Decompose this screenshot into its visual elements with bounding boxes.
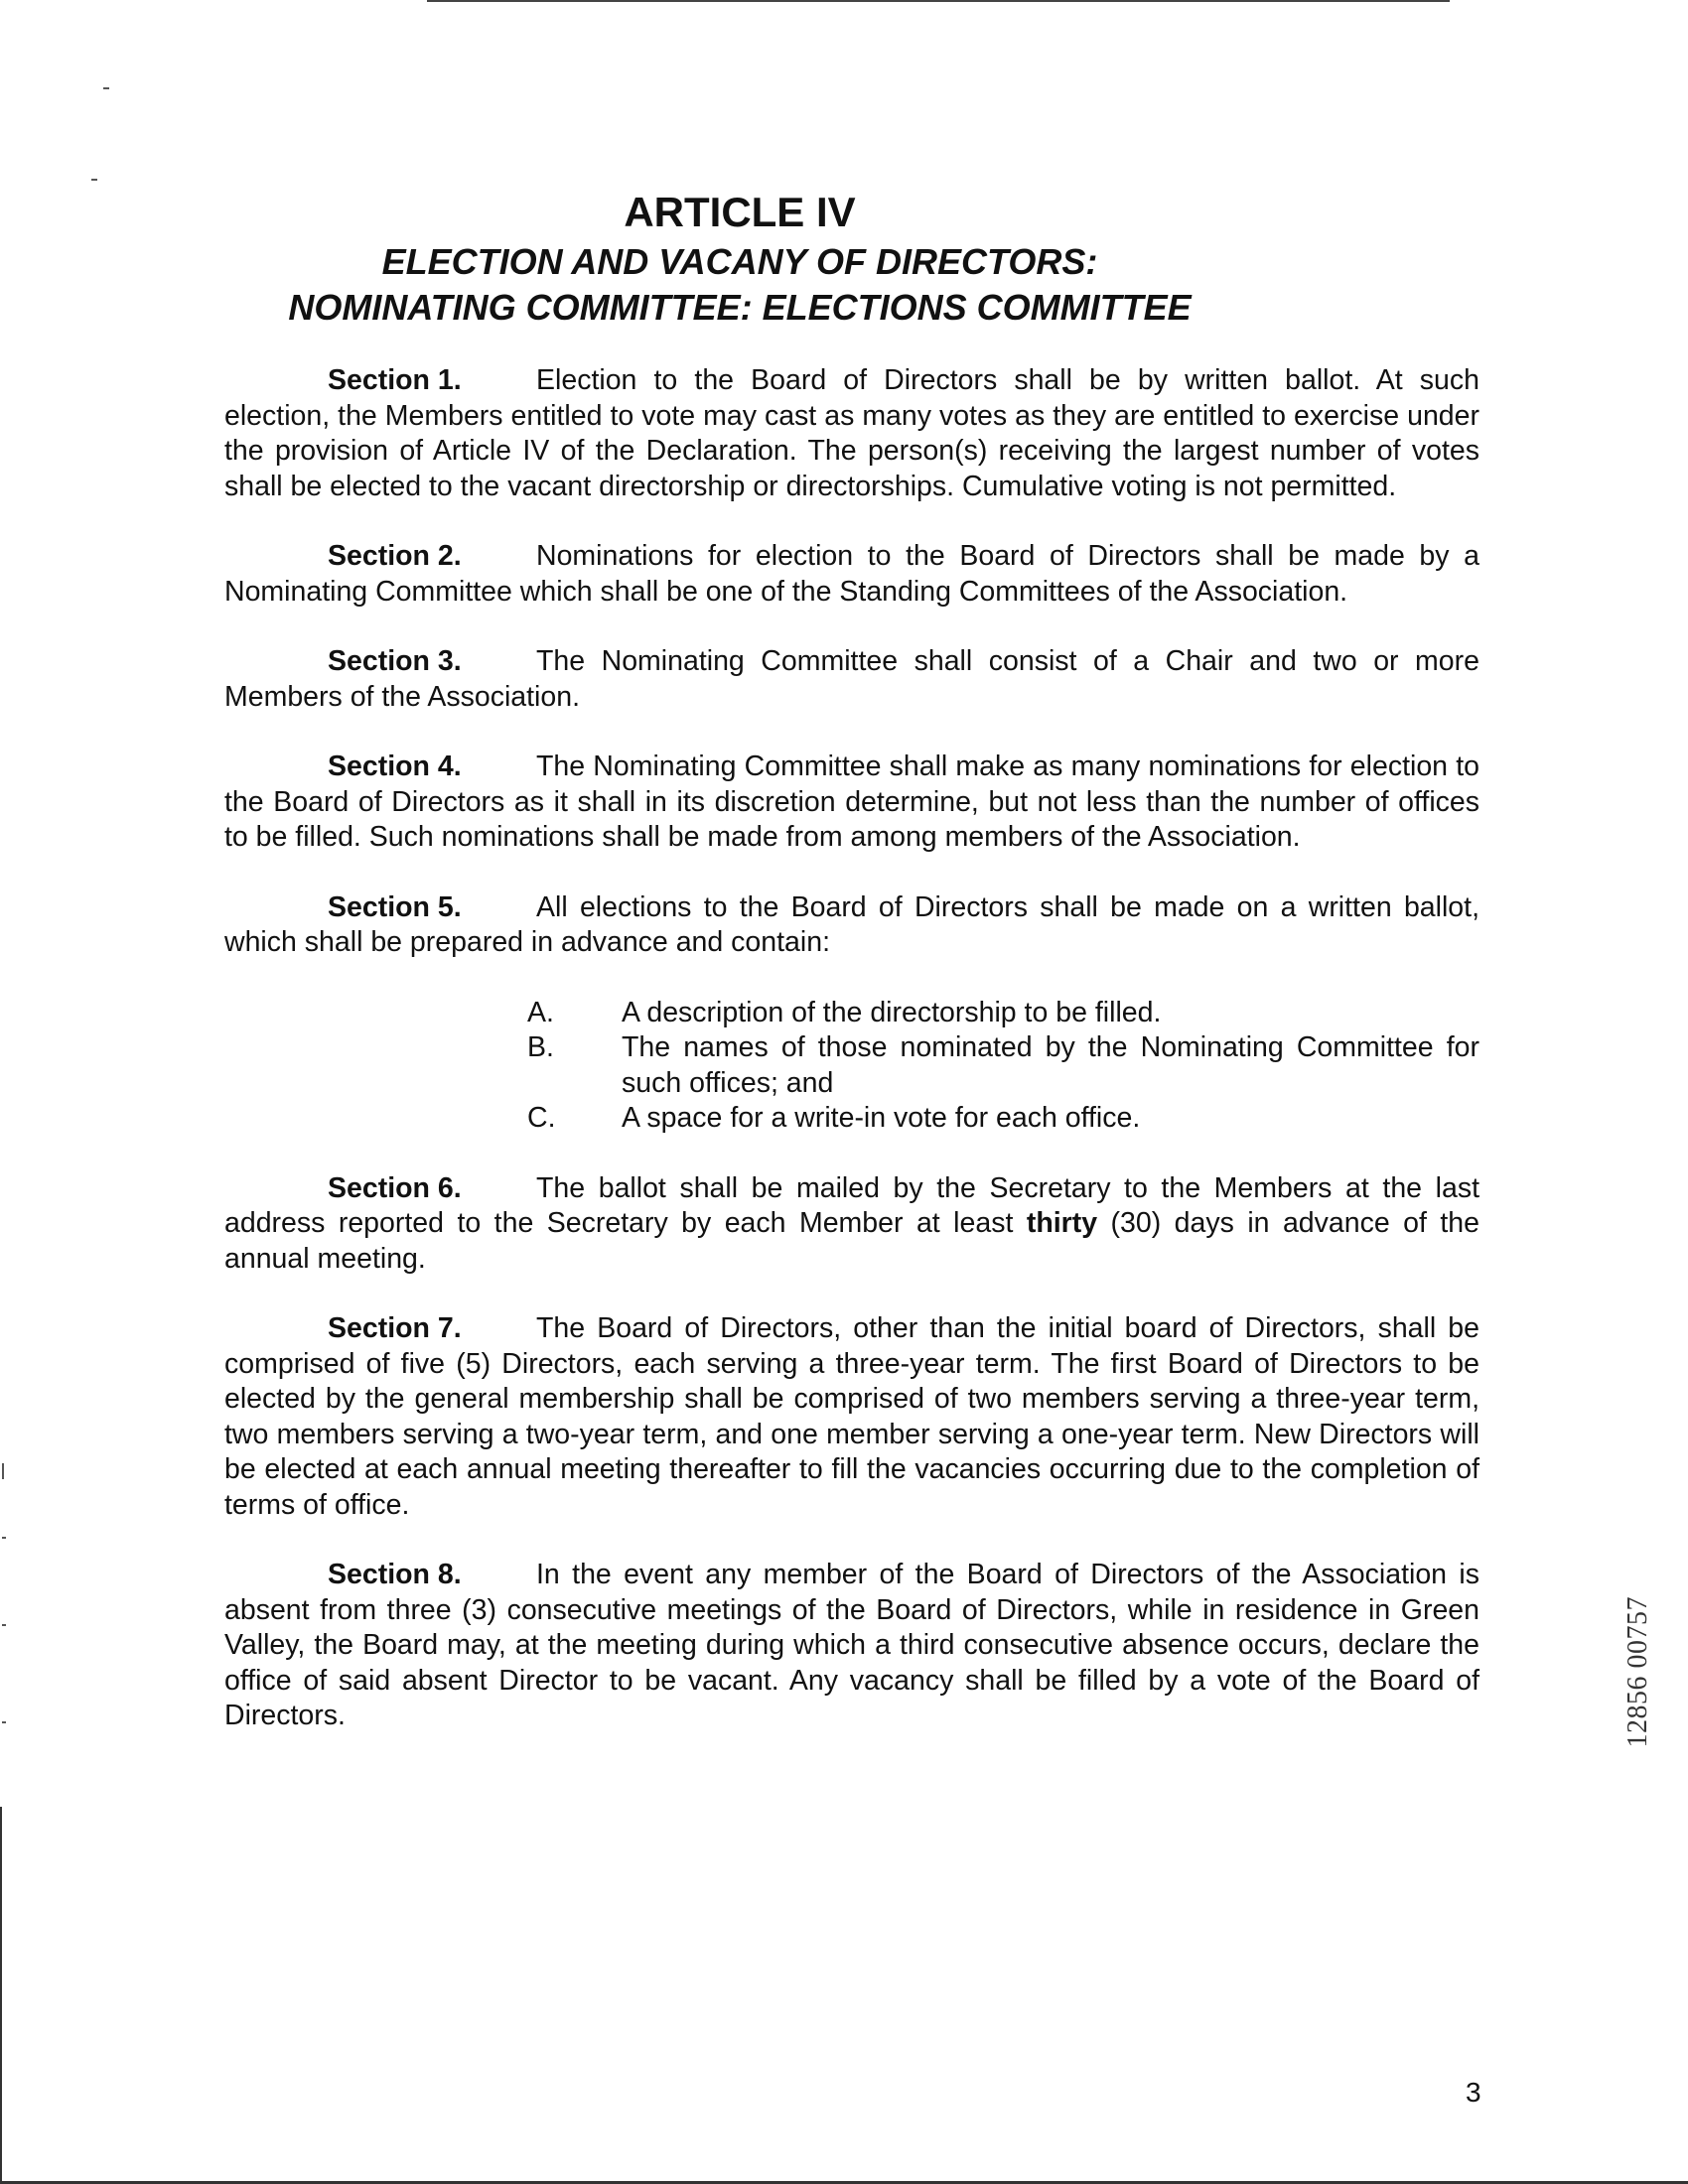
list-item-letter: B. (527, 1031, 554, 1063)
scan-speck (91, 179, 97, 181)
section-text: In the event any member of the Board of Directors of the Association is absent from three (3) consecutive meetings of the Board of Directors, while in residence in Green Valley, the Board may, at the meeting during which a third consecutive absence occurs, declare the office of said absent Director to be vacant. Any vacancy shall be filled by a vote of the Board of Directors. (224, 1559, 1479, 1731)
section-label: Section 8. (328, 1559, 462, 1590)
section-text: The Board of Directors, other than the initial board of Directors, shall be comprised of five (5) Directors, each serving a three-year term. The first Board of Directors to be elected by the general membership shall be comprised of two members serving a three-year term, two members serving a two-year term, and one member serving a one-year term. New Directors will be elected at each annual meeting thereafter to fill the vacancies occurring due to the completion of terms of office. (224, 1312, 1479, 1521)
section-1 (224, 363, 1479, 504)
list-item-letter: C. (527, 1102, 556, 1134)
section-label: Section 2. (328, 540, 462, 572)
section-text: The Nominating Committee shall make as many nominations for election to the Board of Directors as it shall in its discretion determine, but not less than the number of offices to be filled. Such nominations shall be made from among members of the Association. (224, 751, 1479, 853)
scan-speck (2, 1463, 4, 1479)
article-header (199, 187, 1281, 331)
list-item (527, 1101, 1479, 1137)
section-2 (224, 539, 1479, 610)
list-item-letter: A. (527, 996, 554, 1028)
section-text-bold: thirty (1026, 1207, 1098, 1239)
section-text: Nominations for election to the Board of Directors shall be made by a Nominating Committee which shall be one of the Standing Committees of the Association. (224, 540, 1479, 608)
section-text-before: The ballot shall be mailed by the Secretary to the Members at the last address reported to the Secretary by each Member at least (224, 1171, 1479, 1239)
section-text: All elections to the Board of Directors shall be made on a written ballot, which shall be prepared in advance and contain: (224, 890, 1479, 958)
article-body (224, 363, 1479, 1769)
page-number: 3 (1466, 2077, 1481, 2108)
section-label: Section 3. (328, 645, 462, 677)
ballot-contents-list (527, 996, 1479, 1137)
section-text: The Nominating Committee shall consist of a Chair and two or more Members of the Association. (224, 645, 1479, 713)
section-text-after: (30) days in advance of the annual meeting. (224, 1207, 1480, 1275)
section-6 (224, 1171, 1479, 1278)
section-7 (224, 1311, 1479, 1523)
section-label: Section 5. (328, 890, 462, 923)
article-subtitle-line-2: NOMINATING COMMITTEE: ELECTIONS COMMITTEE (288, 286, 1192, 328)
scan-speck (2, 1624, 6, 1626)
section-8 (224, 1558, 1479, 1734)
section-label: Section 7. (328, 1312, 462, 1344)
section-label: Section 6. (328, 1171, 462, 1204)
list-item-text: A space for a write-in vote for each office. (622, 1102, 1141, 1134)
scan-left-border (0, 1807, 2, 2184)
list-item (527, 996, 1479, 1031)
article-subtitle-line-1: ELECTION AND VACANY OF DIRECTORS: (381, 240, 1098, 282)
recording-stamp-number: 12856 00757 (1622, 1596, 1653, 1748)
article-title: ARTICLE IV (624, 189, 856, 235)
scan-top-border (427, 0, 1450, 2)
section-text: Election to the Board of Directors shall be by written ballot. At such election, the Members entitled to vote may cast as many votes as they are entitled to exercise under the provision of Article IV of the Declaration. The person(s) receiving the largest number of votes shall be elected to the vacant directorship or directorships. Cumulative voting is not permitted. (224, 364, 1479, 502)
section-5 (224, 890, 1479, 961)
section-label: Section 4. (328, 751, 462, 782)
section-label: Section 1. (328, 364, 462, 396)
list-item-text: The names of those nominated by the Nominating Committee for such offices; and (622, 1031, 1479, 1099)
list-item-text: A description of the directorship to be filled. (622, 996, 1162, 1028)
scan-speck (103, 87, 109, 89)
scan-speck (2, 1537, 6, 1539)
section-4 (224, 750, 1479, 856)
list-item (527, 1030, 1479, 1101)
scan-speck (2, 1721, 6, 1723)
section-3 (224, 644, 1479, 715)
